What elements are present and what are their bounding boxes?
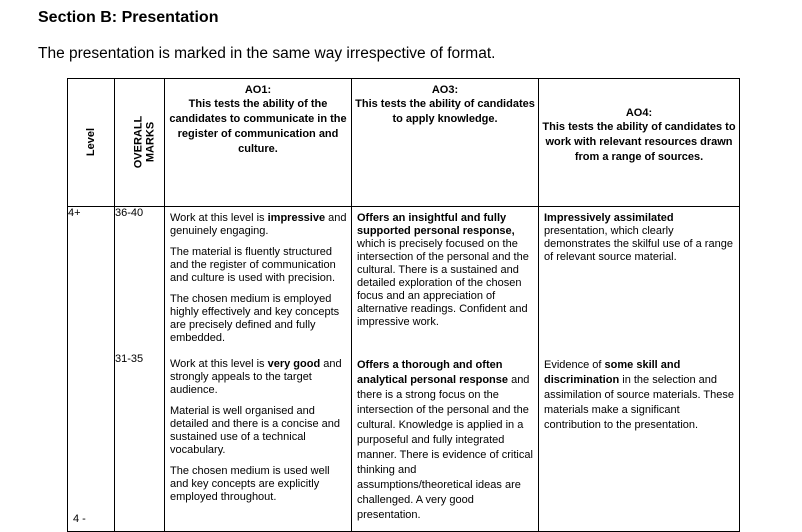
ao3-cell	[352, 353, 539, 532]
ao3-header	[352, 79, 539, 207]
table-row	[68, 207, 740, 354]
marks-cell: 36-40	[115, 207, 165, 354]
intro-text: The presentation is marked in the same way irrespective of format.	[38, 45, 496, 62]
ao1-paragraph: The chosen medium is used well and key concepts are explicitly employed throughout.	[170, 465, 330, 503]
ao4-title: AO4:	[625, 107, 653, 119]
level-cell	[68, 353, 115, 532]
table-row	[68, 353, 740, 532]
header-row	[68, 79, 740, 207]
ao1-paragraph: The material is fluently structured and the register of communication and culture is used with precision.	[170, 246, 336, 284]
ao3-paragraph: Offers a thorough and often analytical personal response and there is a strong focus on the intersection of the personal and the cultural. Knowledge is applied in a purposeful and fully integrated manner. There is evidence of critical thinking and assumptions/theoretical ideas are challenged. A very good presentation.	[357, 359, 533, 521]
ao4-description: This tests the ability of candidates to work with relevant resources drawn from a range of sources.	[542, 121, 736, 163]
ao1-cell	[165, 207, 352, 354]
ao4-paragraph: Impressively assimilated presentation, which clearly demonstrates the skilful use of a range of relevant source material.	[544, 212, 733, 263]
level-cell: 4+	[68, 207, 115, 354]
section-heading: Section B: Presentation	[38, 9, 219, 26]
ao1-paragraph: Work at this level is very good and strongly appeals to the target audience.	[170, 358, 342, 396]
ao1-paragraph: Work at this level is impressive and genuinely engaging.	[170, 212, 347, 237]
ao4-cell	[539, 207, 740, 354]
ao3-description: This tests the ability of candidates to apply knowledge.	[355, 98, 535, 125]
marking-grid-table	[67, 78, 740, 532]
ao4-header	[539, 79, 740, 207]
ao1-description: This tests the ability of the candidates to communicate in the register of communication and culture.	[169, 98, 347, 155]
overall-marks-header	[115, 79, 165, 207]
ao4-paragraph: Evidence of some skill and discrimination in the selection and assimilation of source materials. These materials make a significant contribution to the presentation.	[544, 359, 734, 431]
level-header	[68, 79, 115, 207]
ao3-title: AO3:	[431, 84, 459, 96]
ao4-cell	[539, 353, 740, 532]
overall-marks-label: OVERALL MARKS	[132, 115, 157, 169]
ao3-cell	[352, 207, 539, 354]
ao1-title: AO1:	[244, 84, 272, 96]
ao1-cell	[165, 353, 352, 532]
marks-cell: 31-35	[115, 353, 165, 532]
ao3-paragraph: Offers an insightful and fully supported personal response, which is precisely focused on the intersection of the personal and the cultural. There is a sustained and detailed exploration of the chosen focus and an appreciation of alternative readings. Confident and impressive work.	[357, 212, 529, 328]
level-header-label: Level	[84, 127, 97, 157]
ao1-header	[165, 79, 352, 207]
ao1-paragraph: The chosen medium is employed highly effectively and key concepts are precisely defined and fully embedded.	[170, 293, 340, 344]
level-label: 4 -	[73, 513, 86, 525]
ao1-paragraph: Material is well organised and detailed and there is a concise and sustained use of a technical vocabulary.	[170, 405, 341, 456]
